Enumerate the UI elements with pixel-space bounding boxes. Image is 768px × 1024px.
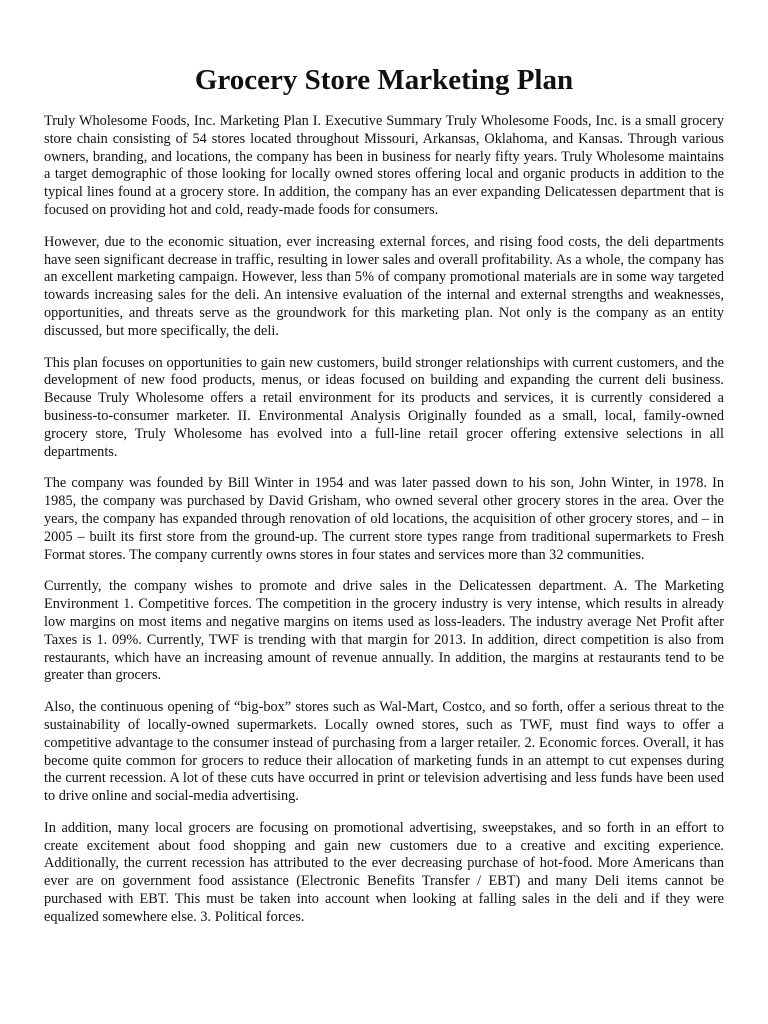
paragraph-company-history: The company was founded by Bill Winter in 1954 and was later passed down to his son, John Winter, in 1978. In 1985, the company was purchased by David Grisham, who owned several other grocery stores in the area. Over the years, the company has expanded through renovation of old locations, the acquisition of other grocery stores, and – in 2005 – built its first store from the ground-up. The current store types range from traditional supermarkets to Fresh Format stores. The company currently owns stores in four states and services more than 32 communities. <box>44 475 724 563</box>
paragraph-political-forces: In addition, many local grocers are focusing on promotional advertising, sweepstakes, and so forth in an effort to create excitement about food shopping and gain new customers due to a creative and exciting experience. Additionally, the current recession has attributed to the ever decreasing purchase of hot-food. More Americans than ever are on government food assistance (Electronic Benefits Transfer / EBT) and many Deli items cannot be purchased with EBT. This must be taken into account when looking at falling sales in the deli and if they were equalized somewhere else. 3. Political forces. <box>44 819 724 925</box>
document-body <box>44 113 724 927</box>
paragraph-executive-summary: Truly Wholesome Foods, Inc. Marketing Plan I. Executive Summary Truly Wholesome Foods, Inc. is a small grocery store chain consisting of 54 stores located throughout Missouri, Arkansas, Oklahoma, and Kansas. Through various owners, branding, and locations, the company has been in business for nearly fifty years. Truly Wholesome maintains a target demographic of those looking for locally owned stores offering local and organic products in addition to the typical lines found at a grocery store. In addition, the company has an ever expanding Delicatessen department that is focused on providing hot and cold, ready-made foods for consumers. <box>44 113 724 218</box>
paragraph-plan-focus: This plan focuses on opportunities to gain new customers, build stronger relationships with current customers, and the development of new food products, menus, or ideas focused on building and expanding the current deli business. Because Truly Wholesome offers a retail environment for its products and services, it is currently considered a business-to-consumer marketer. II. Environmental Analysis Originally founded as a small, local, family-owned grocery store, Truly Wholesome has evolved into a full-line retail grocer offering extensive selections in all departments. <box>44 354 724 460</box>
paragraph-deli-decline: However, due to the economic situation, ever increasing external forces, and rising food costs, the deli departments have seen significant decrease in traffic, resulting in lower sales and overall profitability. As a whole, the company has an excellent marketing campaign. However, less than 5% of company promotional materials are in some way targeted towards increasing sales for the deli. An intensive evaluation of the internal and external strengths and weaknesses, opportunities, and threats serve as the groundwork for this marketing plan. Not only is the company as an entity discussed, but more specifically, the deli. <box>44 233 724 339</box>
paragraph-economic-forces: Also, the continuous opening of “big-box” stores such as Wal-Mart, Costco, and so forth, offer a serious threat to the sustainability of locally-owned supermarkets. Locally owned stores, such as TWF, must find ways to offer a competitive advantage to the consumer instead of purchasing from a larger retailer. 2. Economic forces. Overall, it has become quite common for grocers to reduce their allocation of marketing funds in an attempt to cut expenses during the current recession. A lot of these cuts have occurred in print or television advertising and less funds have been used to drive online and social-media advertising. <box>44 699 724 805</box>
document-page <box>44 0 724 941</box>
paragraph-competitive-forces: Currently, the company wishes to promote and drive sales in the Delicatessen department. A. The Marketing Environment 1. Competitive forces. The competition in the grocery industry is very intense, which results in already low margins on most items and negative margins on items used as loss-leaders. The industry average Net Profit after Taxes is 1. 09%. Currently, TWF is trending with that margin for 2013. In addition, direct competition is also from restaurants, which have an increasing amount of revenue annually. In addition, the margins at restaurants tend to be greater than grocers. <box>44 578 724 684</box>
page-title: Grocery Store Marketing Plan <box>194 64 574 96</box>
